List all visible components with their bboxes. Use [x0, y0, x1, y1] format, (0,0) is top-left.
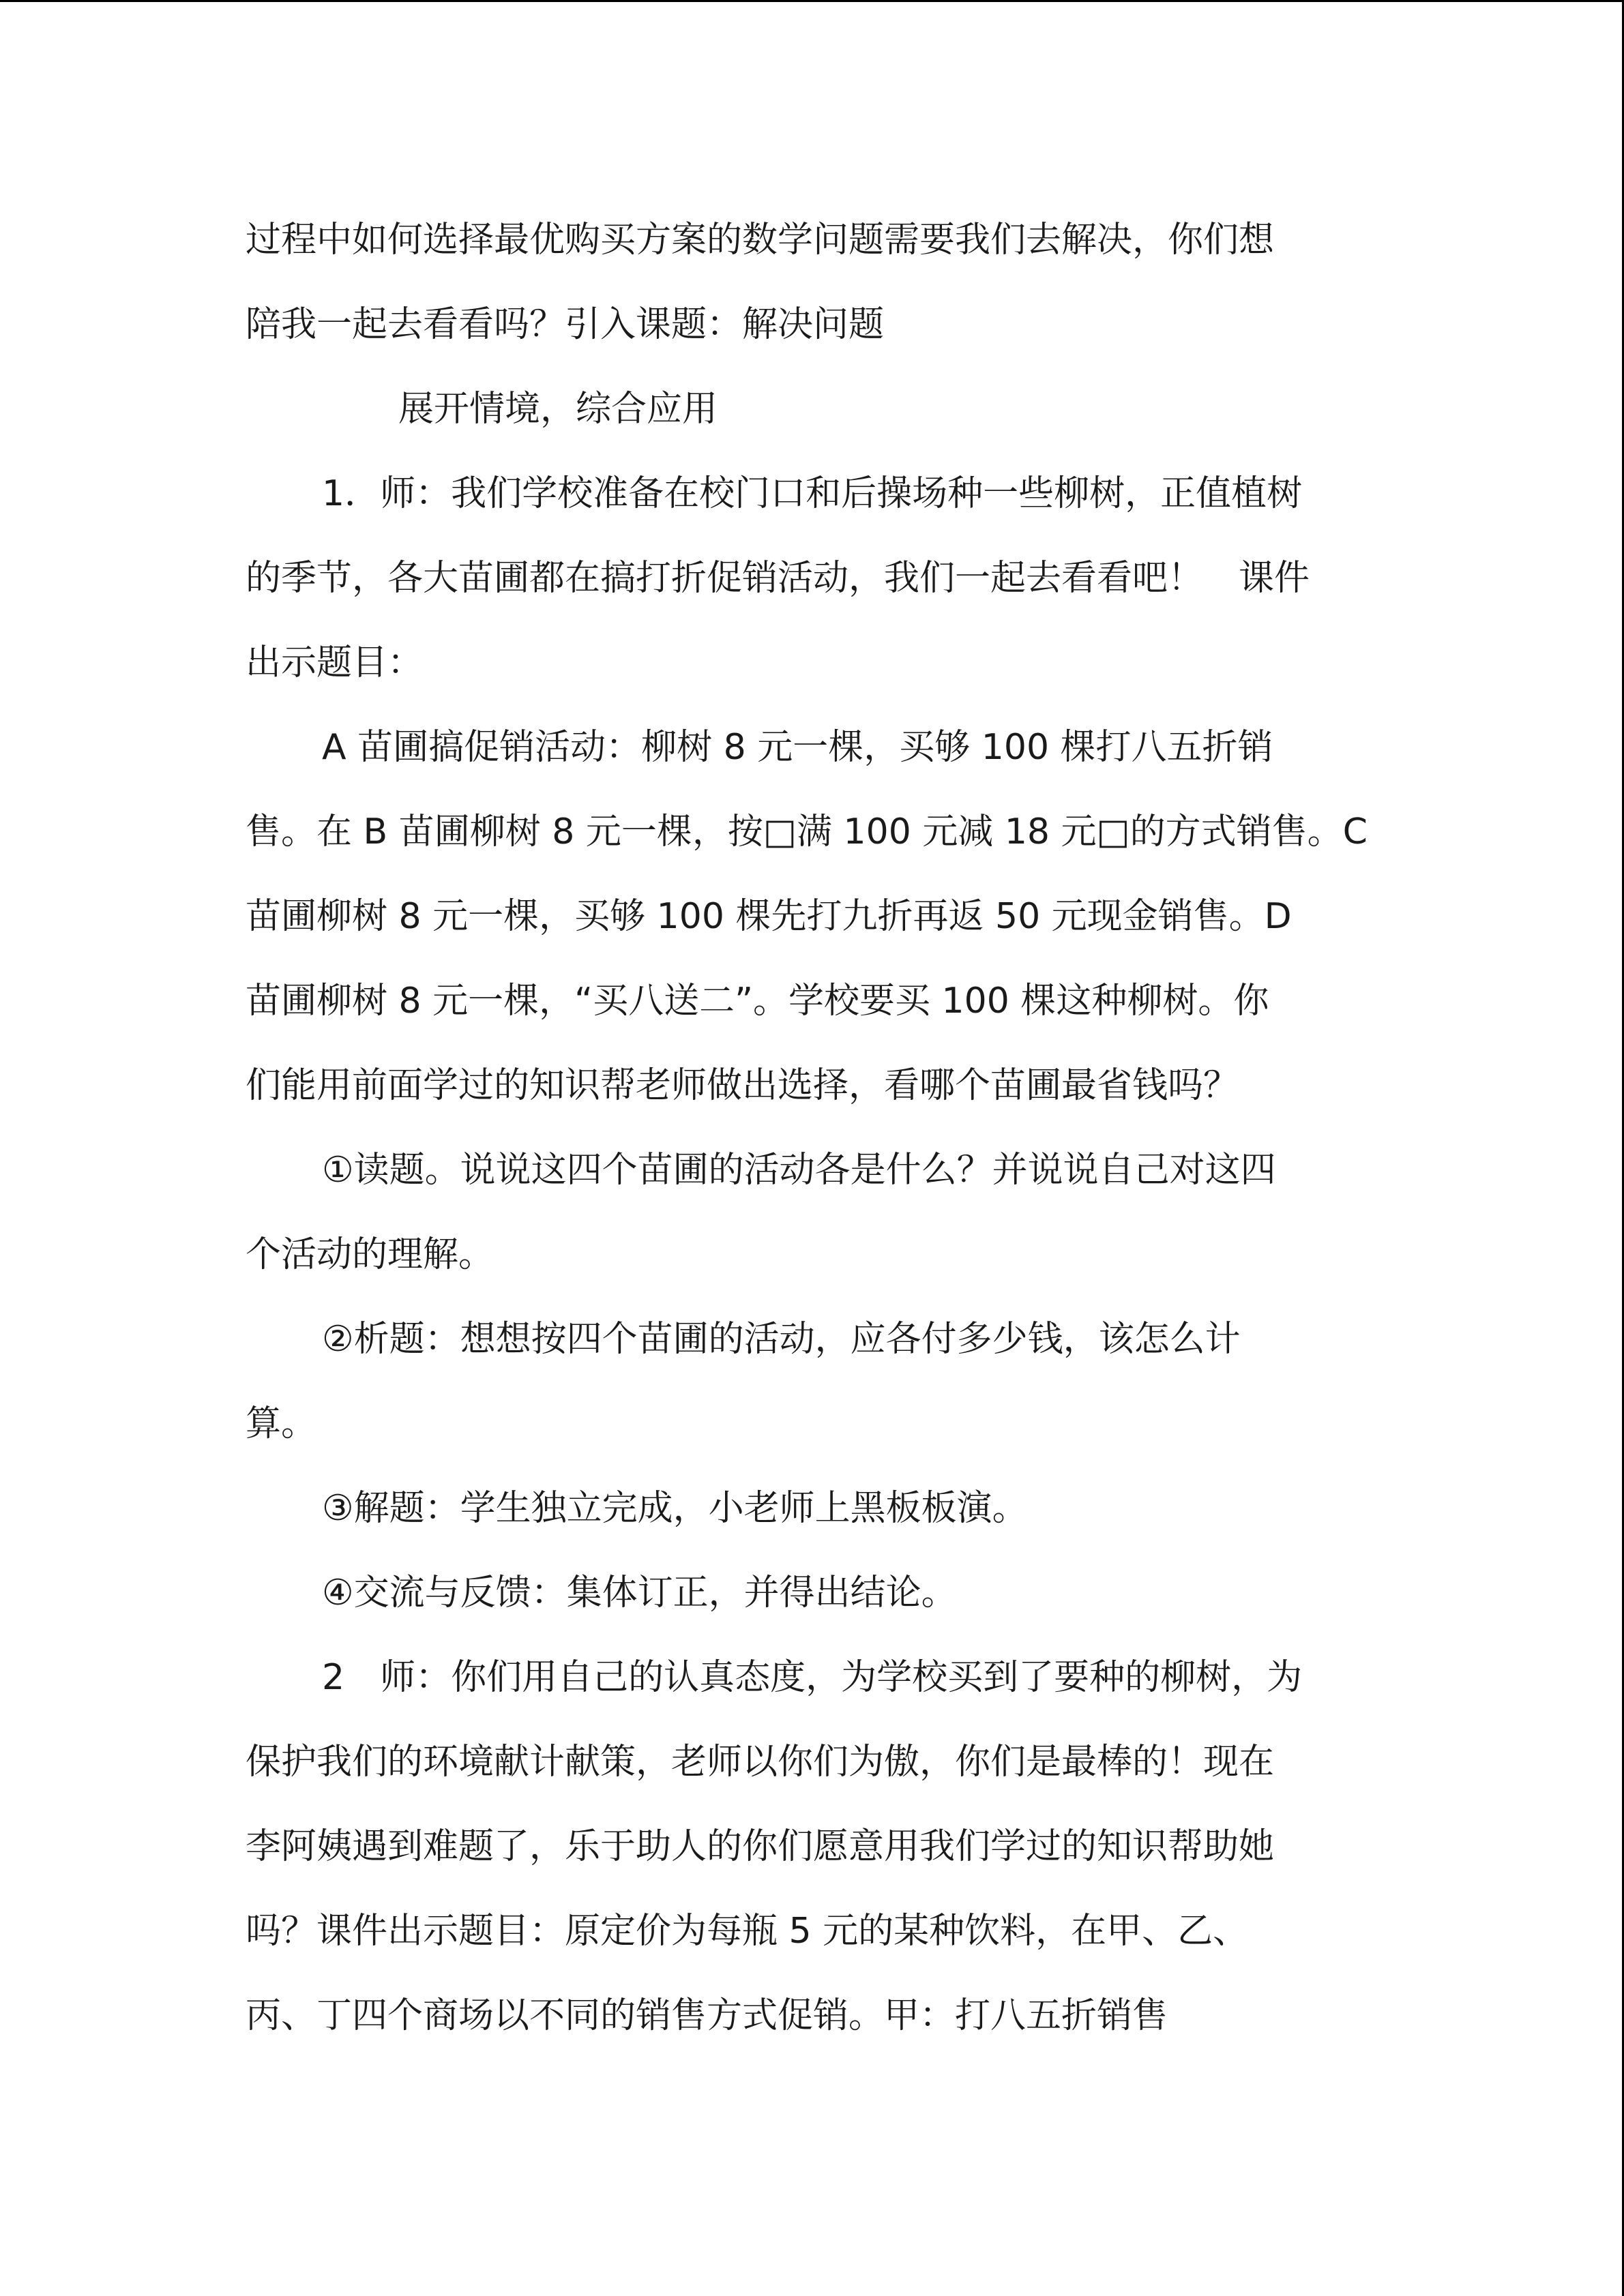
- text-line: 展开情境，综合应用: [398, 389, 718, 430]
- text-line: 的季节，各大苗圃都在搞打折促销活动，我们一起去看看吧！ 课件: [246, 558, 1310, 599]
- paragraph-step-read: [246, 1128, 1385, 1297]
- text-line: 算。: [246, 1403, 317, 1444]
- text-line: 李阿姨遇到难题了，乐于助人的你们愿意用我们学过的知识帮助她: [246, 1826, 1275, 1867]
- text-line: ②析题：想想按四个苗圃的活动，应各付多少钱，该怎么计: [322, 1319, 1241, 1360]
- text-line: 陪我一起去看看吗？引入课题：解决问题: [246, 304, 885, 345]
- paragraph-step-analyze: [246, 1297, 1385, 1466]
- text-line: A 苗圃搞促销活动：柳树 8 元一棵，买够 100 棵打八五折销: [322, 727, 1273, 768]
- text-line: 们能用前面学过的知识帮老师做出选择，看哪个苗圃最省钱吗？: [246, 1065, 1239, 1106]
- text-line: 售。在 B 苗圃柳树 8 元一棵，按□满 100 元减 18 元□的方式销售。C: [246, 811, 1368, 852]
- section-heading: [246, 367, 1385, 451]
- text-line: 吗？课件出示题目：原定价为每瓶 5 元的某种饮料，在甲、乙、: [246, 1911, 1249, 1952]
- text-line: 出示题目：: [246, 642, 424, 683]
- text-line: 丙、丁四个商场以不同的销售方式促销。甲：打八五折销售: [246, 1995, 1168, 2036]
- paragraph-item-1: [246, 451, 1385, 705]
- text-line: 苗圃柳树 8 元一棵，“买八送二”。学校要买 100 棵这种柳树。你: [246, 981, 1269, 1022]
- text-line: 1．师：我们学校准备在校门口和后操场种一些柳树，正值植树: [322, 473, 1303, 514]
- paragraph-problem-statement: [246, 705, 1385, 1128]
- text-line: 个活动的理解。: [246, 1234, 494, 1275]
- paragraph-intro-continued: [246, 198, 1385, 367]
- paragraph-step-solve: [246, 1466, 1385, 1551]
- page-border-top: [0, 0, 1624, 2]
- text-line: ④交流与反馈：集体订正，并得出结论。: [322, 1572, 957, 1613]
- text-line: 过程中如何选择最优购买方案的数学问题需要我们去解决，你们想: [246, 220, 1275, 260]
- paragraph-step-feedback: [246, 1551, 1385, 1635]
- paragraph-item-2: [246, 1635, 1385, 2058]
- text-line: 保护我们的环境献计献策，老师以你们为傲，你们是最棒的！现在: [246, 1742, 1275, 1783]
- text-line: ③解题：学生独立完成，小老师上黑板板演。: [322, 1488, 1028, 1529]
- document-body: [246, 198, 1385, 2058]
- text-line: 苗圃柳树 8 元一棵，买够 100 棵先打九折再返 50 元现金销售。D: [246, 896, 1292, 937]
- text-line: 2 师：你们用自己的认真态度，为学校买到了要种的柳树，为: [322, 1657, 1303, 1698]
- text-line: ①读题。说说这四个苗圃的活动各是什么？并说说自己对这四: [322, 1150, 1276, 1191]
